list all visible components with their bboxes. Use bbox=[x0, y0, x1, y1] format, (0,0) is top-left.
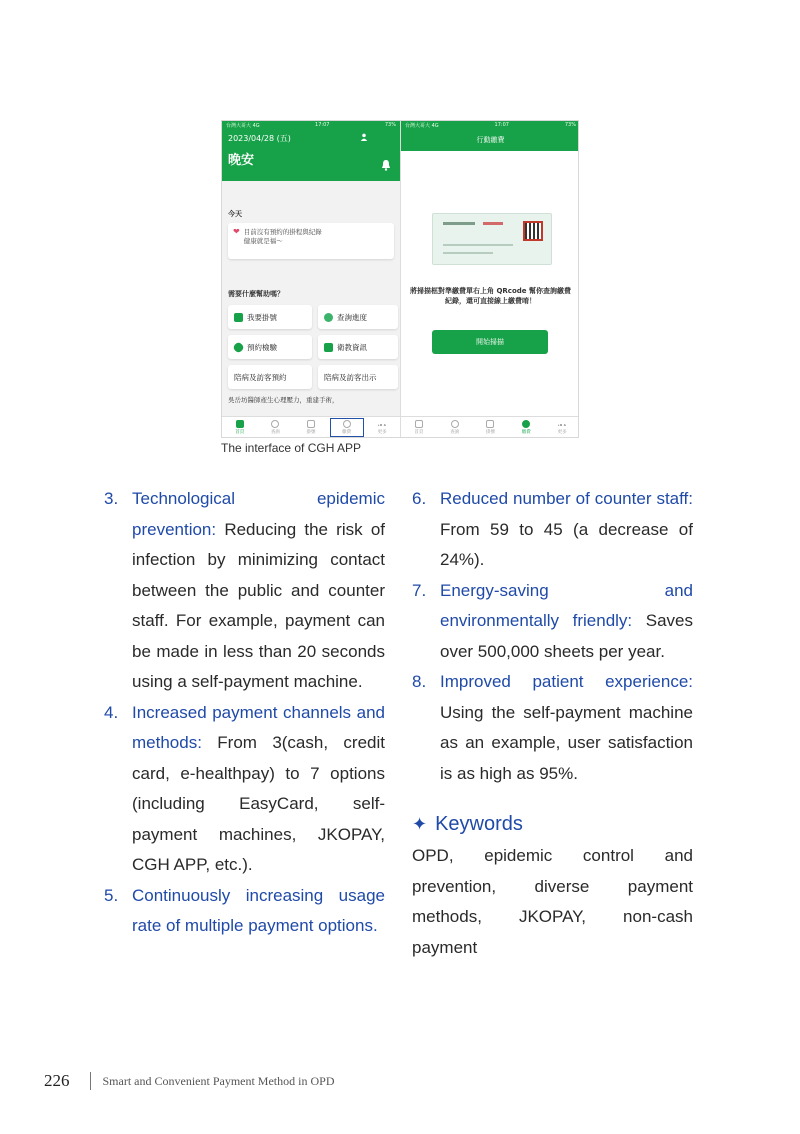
status-bar bbox=[401, 121, 579, 129]
keywords-heading-row bbox=[412, 807, 693, 841]
bottom-tab-bar bbox=[401, 416, 579, 437]
item-heading: Increased payment channels and methods: bbox=[132, 702, 385, 752]
bottom-tab-bar bbox=[222, 416, 400, 437]
left-column bbox=[104, 484, 385, 942]
item-body: Using the self-payment machine as an example, user satisfaction is as high as 95%. bbox=[440, 702, 693, 783]
visitor-pass-button[interactable] bbox=[318, 365, 398, 389]
tab-register[interactable] bbox=[475, 420, 505, 435]
tab-query[interactable] bbox=[260, 420, 290, 435]
progress-button[interactable] bbox=[318, 305, 398, 329]
status-time: 17:07 bbox=[315, 122, 330, 128]
tab-payment[interactable] bbox=[511, 420, 541, 435]
pill-icon bbox=[232, 341, 245, 354]
item-number: 8. bbox=[412, 672, 427, 691]
user-icon[interactable] bbox=[360, 133, 368, 141]
tab-label: 首頁 bbox=[235, 429, 245, 435]
tab-home[interactable] bbox=[404, 420, 434, 435]
lab-appointment-label: 預約檢驗 bbox=[247, 342, 277, 352]
list-item bbox=[104, 698, 385, 881]
list-item bbox=[104, 881, 385, 942]
tab-label: 更多 bbox=[377, 429, 387, 435]
plus-icon bbox=[307, 420, 315, 428]
home-icon bbox=[236, 420, 244, 428]
help-question: 需要什麼幫助嗎？ bbox=[228, 290, 284, 298]
date-label: 2023/04/28 (五) bbox=[228, 134, 291, 143]
item-body: Saves over 500,000 sheets per year. bbox=[440, 611, 693, 661]
home-header bbox=[222, 129, 400, 181]
status-bar bbox=[222, 121, 400, 129]
footer-divider bbox=[90, 1072, 91, 1090]
search-icon bbox=[451, 420, 459, 428]
visitor-pass-label: 陪病及訪客出示 bbox=[324, 372, 377, 382]
status-battery: 73% bbox=[384, 122, 396, 128]
item-number: 5. bbox=[104, 885, 119, 905]
plus-icon bbox=[486, 420, 494, 428]
more-icon bbox=[558, 424, 566, 428]
health-education-label: 衛教資訊 bbox=[337, 342, 367, 352]
start-scan-button[interactable]: 開始掃描 bbox=[432, 330, 548, 354]
news-banner[interactable]: 吳岳坊醫師產生心理壓力，重建手術， bbox=[228, 396, 339, 404]
heart-icon: ❤ bbox=[233, 227, 240, 236]
item-number: 3. bbox=[104, 489, 119, 508]
appointment-card[interactable] bbox=[228, 223, 394, 259]
coin-icon bbox=[522, 420, 530, 428]
quick-actions bbox=[222, 305, 400, 389]
bell-icon[interactable] bbox=[380, 159, 392, 171]
sparkle-icon: ✦ bbox=[412, 814, 428, 834]
today-label: 今天 bbox=[228, 210, 242, 218]
more-icon bbox=[378, 424, 386, 428]
search-icon bbox=[271, 420, 279, 428]
status-carrier: 台灣大哥大 4G bbox=[405, 122, 439, 129]
right-column bbox=[412, 484, 693, 963]
coin-icon bbox=[343, 420, 351, 428]
item-body: From 3(cash, credit card, e-healthpay) to 7 options (including EasyCard, self-payment machines, JKOPAY, CGH APP, etc.). bbox=[132, 733, 385, 874]
scan-instruction: 將掃描框對準繳費單右上角 QRcode 幫你查詢繳費紀錄，還可直接線上繳費唷！ bbox=[410, 287, 571, 305]
page-footer bbox=[44, 1071, 334, 1091]
greeting: 晚安 bbox=[228, 153, 255, 168]
no-appointment-text: 目前沒有預約的掛程與紀錄 bbox=[243, 228, 322, 236]
item-body: From 59 to 45 (a decrease of 24%). bbox=[440, 519, 693, 569]
tab-label: 掛號 bbox=[306, 429, 316, 435]
status-battery: 73% bbox=[564, 122, 576, 128]
register-label: 我要掛號 bbox=[247, 312, 277, 322]
search-icon bbox=[324, 313, 333, 322]
page-number: 226 bbox=[44, 1071, 70, 1090]
list-item bbox=[104, 484, 385, 698]
home-icon bbox=[415, 420, 423, 428]
tab-more[interactable] bbox=[367, 420, 397, 435]
list-item bbox=[412, 667, 693, 789]
item-number: 4. bbox=[104, 702, 119, 722]
list-item bbox=[412, 484, 693, 576]
figure-caption: The interface of CGH APP bbox=[221, 441, 362, 455]
payment-screen bbox=[400, 121, 579, 437]
tab-query[interactable] bbox=[440, 420, 470, 435]
keywords-text: OPD, epidemic control and prevention, diverse payment methods, JKOPAY, non-cash payment bbox=[412, 846, 693, 957]
app-screenshots bbox=[221, 120, 579, 438]
item-heading: Reduced number of counter staff: bbox=[440, 489, 693, 508]
home-screen bbox=[222, 121, 400, 437]
keywords-heading: Keywords bbox=[435, 813, 523, 835]
status-time: 17:07 bbox=[494, 122, 509, 128]
tab-label: 查詢 bbox=[270, 429, 280, 435]
tab-label: 掛號 bbox=[485, 429, 495, 435]
tab-label: 首頁 bbox=[414, 429, 424, 435]
tab-more[interactable] bbox=[547, 420, 577, 435]
tab-home[interactable] bbox=[225, 420, 255, 435]
health-message: 健康就是福～ bbox=[243, 236, 283, 245]
progress-label: 查詢進度 bbox=[337, 312, 367, 322]
tab-label: 繳費 bbox=[342, 429, 352, 435]
running-title: Smart and Convenient Payment Method in OPD bbox=[102, 1073, 335, 1088]
item-heading: Technological epidemic prevention: bbox=[132, 489, 385, 539]
tab-payment[interactable] bbox=[332, 420, 362, 435]
item-heading: Energy-saving and environmentally friendly: bbox=[440, 580, 693, 630]
register-button[interactable] bbox=[228, 305, 312, 329]
tab-label: 更多 bbox=[557, 429, 567, 435]
item-body: Reducing the risk of infection by minimizing contact between the public and counter staff. For example, payment can be made in less than 20 seconds using a self-payment machine. bbox=[132, 519, 385, 691]
list-item bbox=[412, 576, 693, 668]
visitor-booking-button[interactable] bbox=[228, 365, 312, 389]
tab-label: 繳費 bbox=[521, 429, 531, 435]
plus-icon bbox=[234, 313, 243, 322]
qr-code-icon bbox=[523, 221, 543, 241]
health-education-button[interactable] bbox=[318, 335, 398, 359]
book-icon bbox=[324, 343, 333, 352]
item-heading: Continuously increasing usage rate of multiple payment options. bbox=[132, 885, 385, 935]
tab-label: 查詢 bbox=[450, 429, 460, 435]
status-carrier: 台灣大哥大 4G bbox=[226, 122, 260, 129]
visitor-booking-label: 陪病及訪客預約 bbox=[234, 372, 287, 382]
item-heading: Improved patient experience: bbox=[440, 672, 693, 691]
item-number: 6. bbox=[412, 489, 427, 508]
lab-appointment-button[interactable] bbox=[228, 335, 312, 359]
bill-illustration bbox=[432, 213, 552, 265]
item-number: 7. bbox=[412, 580, 427, 600]
payment-title: 行動繳費 bbox=[401, 129, 579, 151]
tab-register[interactable] bbox=[296, 420, 326, 435]
